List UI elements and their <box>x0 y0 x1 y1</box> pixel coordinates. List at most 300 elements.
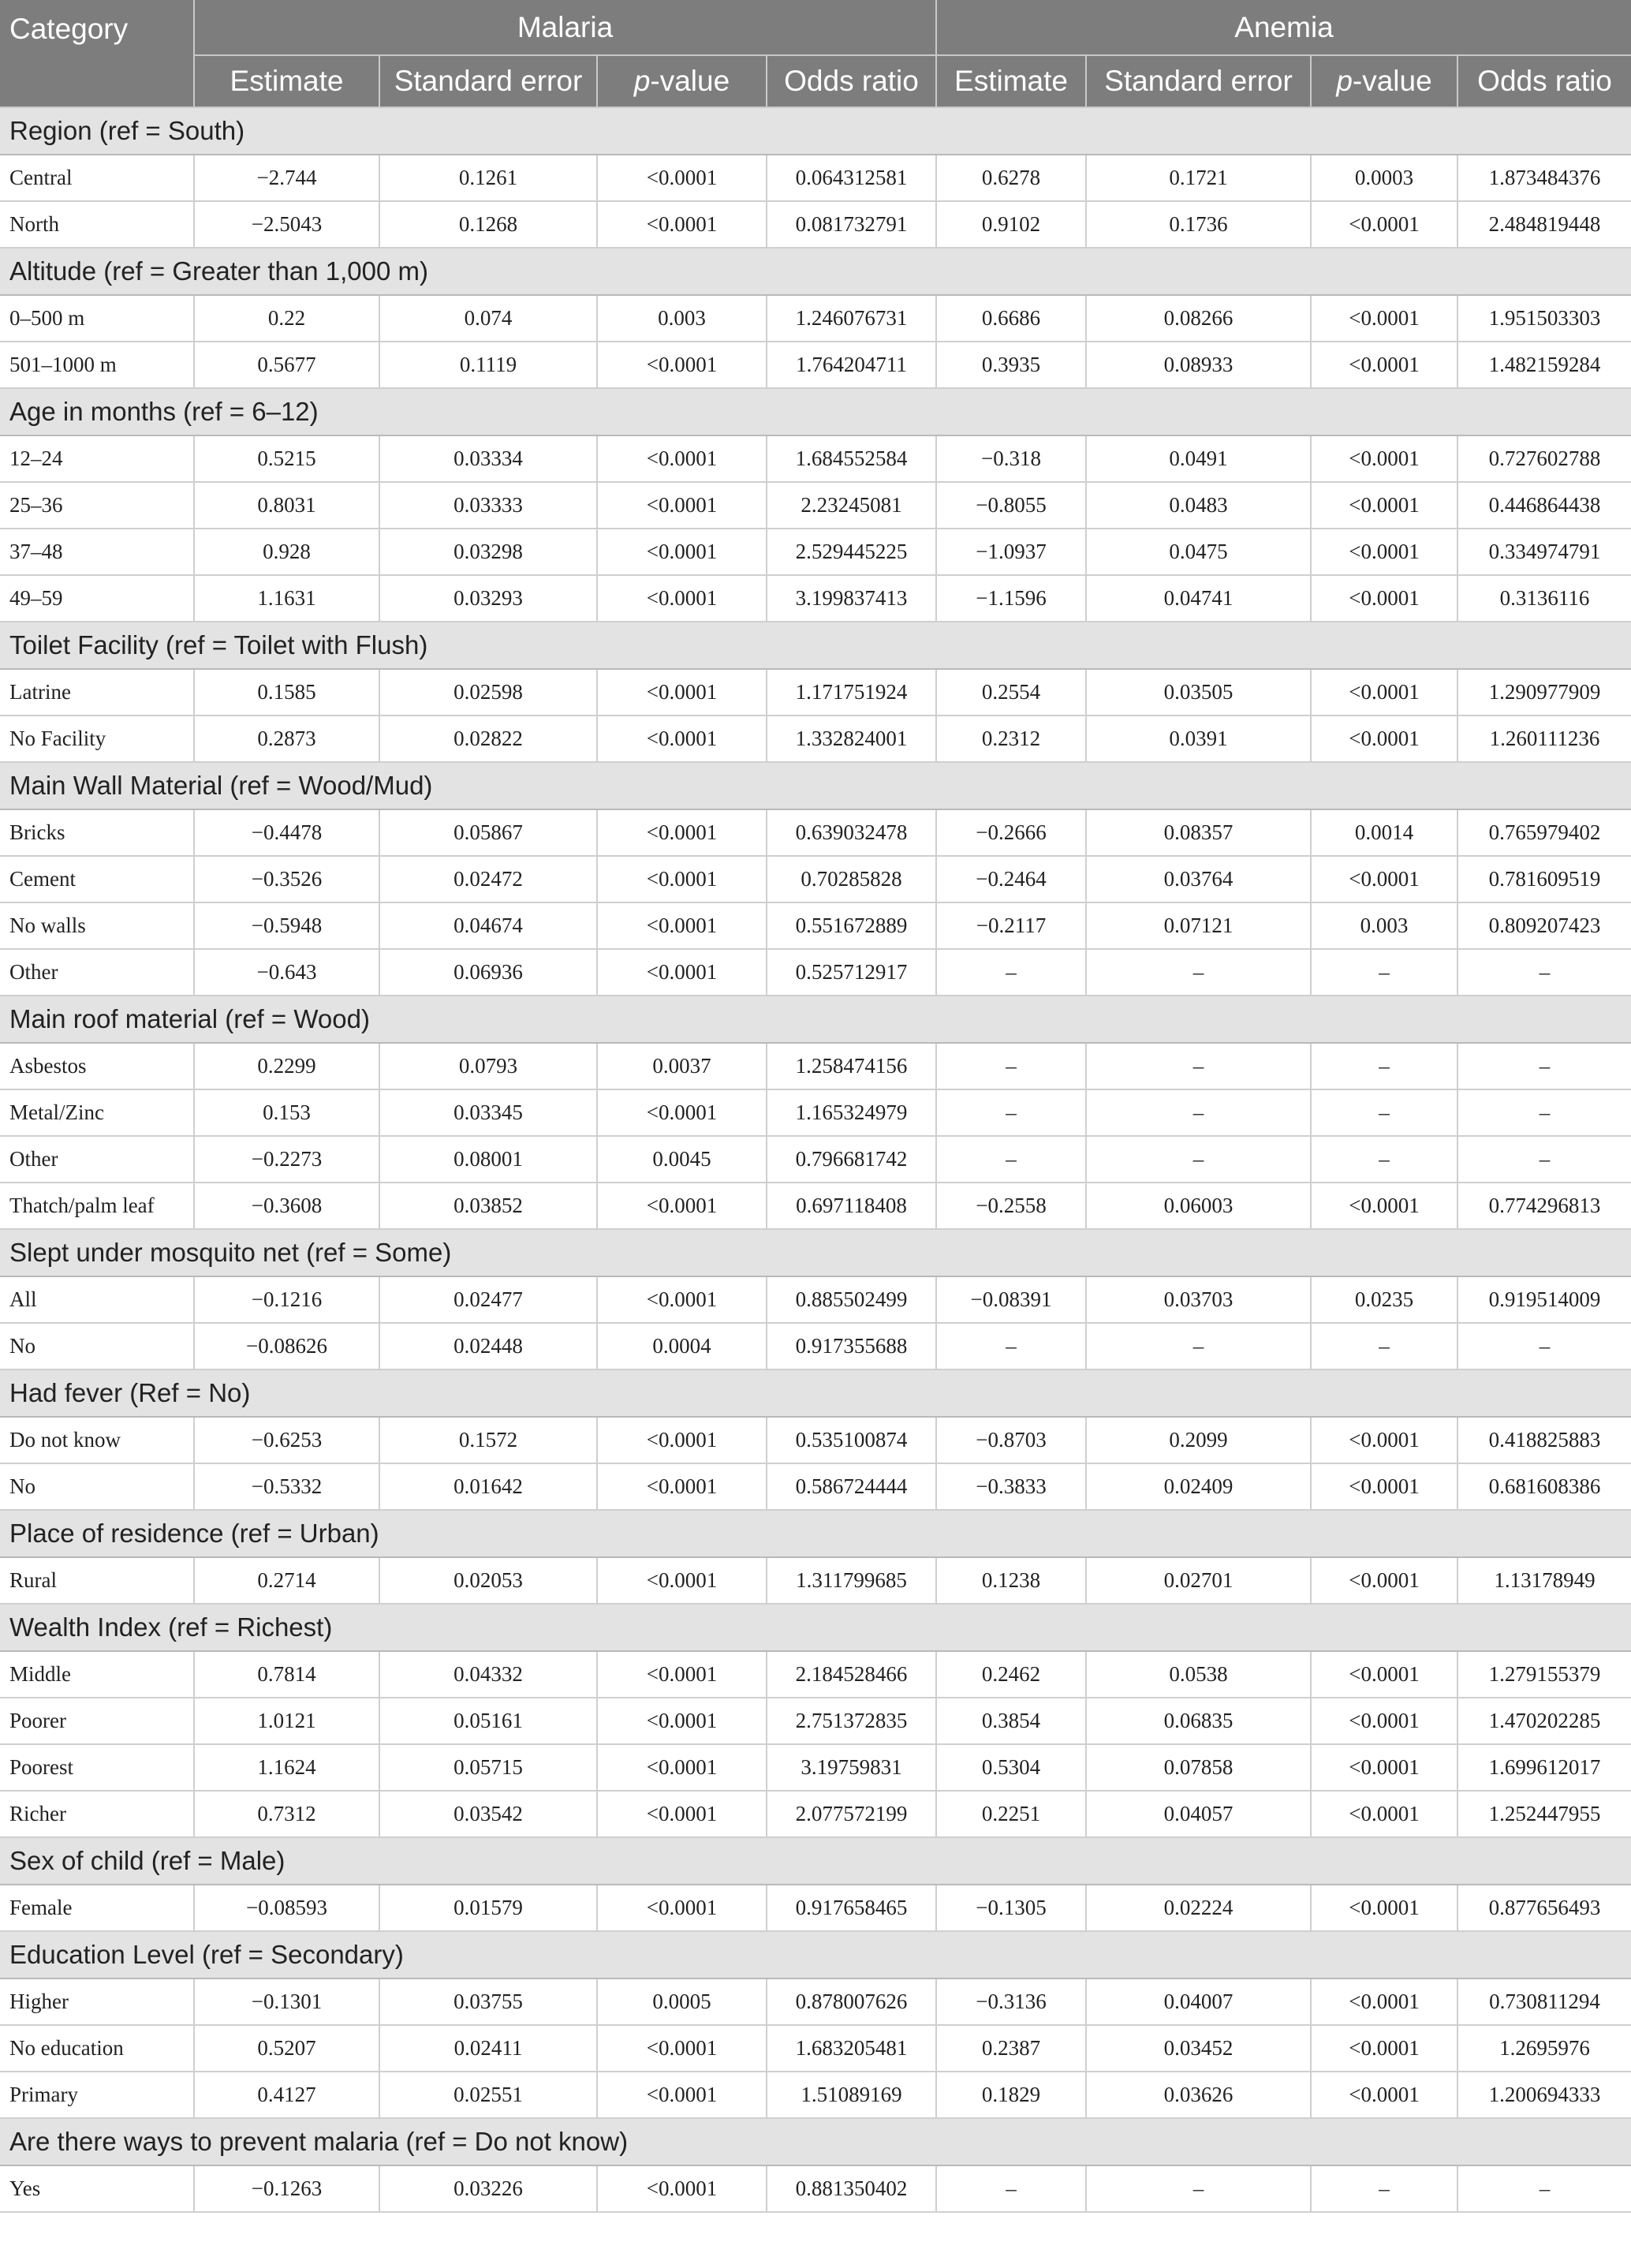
table-cell: −0.1305 <box>936 1885 1086 1931</box>
table-cell: 0.0003 <box>1311 155 1457 201</box>
table-cell: 0.3935 <box>936 342 1086 388</box>
table-cell: <0.0001 <box>1311 1463 1457 1510</box>
table-cell: 0.1261 <box>379 155 597 201</box>
table-cell: 0.02551 <box>379 2072 597 2118</box>
table-cell: 0.1268 <box>379 201 597 248</box>
table-cell: 0.1119 <box>379 342 597 388</box>
table-cell: −0.08593 <box>194 1885 379 1931</box>
table-cell: 0.153 <box>194 1089 379 1136</box>
table-cell: 0.08266 <box>1086 295 1311 342</box>
table-cell: 1.252447955 <box>1457 1791 1631 1837</box>
table-cell: 2.23245081 <box>767 482 936 529</box>
table-cell: – <box>1086 1089 1311 1136</box>
table-cell: 2.184528466 <box>767 1651 936 1698</box>
table-cell: 0.01642 <box>379 1463 597 1510</box>
table-cell: <0.0001 <box>597 1183 767 1229</box>
table-cell: 0.02053 <box>379 1557 597 1604</box>
table-row <box>0 342 1631 388</box>
table-cell: 0.03226 <box>379 2165 597 2212</box>
table-cell: 1.1631 <box>194 575 379 622</box>
table-cell: 1.951503303 <box>1457 295 1631 342</box>
table-cell: 1.246076731 <box>767 295 936 342</box>
subheader-row <box>0 55 1631 107</box>
column-header <box>1311 55 1457 107</box>
table-cell: 0.003 <box>597 295 767 342</box>
table-cell: 0.0391 <box>1086 716 1311 762</box>
row-label: Other <box>0 1136 194 1183</box>
table-cell: 0.917355688 <box>767 1323 936 1369</box>
table-cell: −0.2117 <box>936 902 1086 949</box>
category-header: Category <box>0 0 194 107</box>
table-cell: 0.04674 <box>379 902 597 949</box>
row-label: 25–36 <box>0 482 194 529</box>
table-row <box>0 529 1631 575</box>
column-header <box>597 55 767 107</box>
section-title: Altitude (ref = Greater than 1,000 m) <box>0 248 1631 295</box>
table-cell: −0.6253 <box>194 1417 379 1463</box>
section-title: Wealth Index (ref = Richest) <box>0 1604 1631 1651</box>
table-cell: – <box>936 1136 1086 1183</box>
section-header-row <box>0 2118 1631 2165</box>
table-row <box>0 1417 1631 1463</box>
table-cell: – <box>1311 1136 1457 1183</box>
table-cell: <0.0001 <box>1311 856 1457 902</box>
table-cell: 0.03293 <box>379 575 597 622</box>
table-cell: 0.5215 <box>194 435 379 482</box>
table-cell: 2.529445225 <box>767 529 936 575</box>
table-cell: 0.03703 <box>1086 1276 1311 1323</box>
section-title: Had fever (Ref = No) <box>0 1369 1631 1417</box>
table-row <box>0 482 1631 529</box>
table-cell: – <box>936 1089 1086 1136</box>
table-cell: – <box>1457 1043 1631 1089</box>
row-label: No education <box>0 2025 194 2072</box>
table-cell: −2.5043 <box>194 201 379 248</box>
table-cell: 0.03345 <box>379 1089 597 1136</box>
table-cell: – <box>936 2165 1086 2212</box>
row-label: Primary <box>0 2072 194 2118</box>
table-cell: <0.0001 <box>597 1651 767 1698</box>
column-header: Odds ratio <box>1457 55 1631 107</box>
table-cell: −0.08626 <box>194 1323 379 1369</box>
section-title: Toilet Facility (ref = Toilet with Flush) <box>0 622 1631 669</box>
row-label: No <box>0 1323 194 1369</box>
table-cell: 0.781609519 <box>1457 856 1631 902</box>
table-cell: −0.2558 <box>936 1183 1086 1229</box>
table-cell: <0.0001 <box>1311 1183 1457 1229</box>
table-cell: <0.0001 <box>1311 529 1457 575</box>
table-cell: <0.0001 <box>597 1744 767 1791</box>
table-cell: <0.0001 <box>597 529 767 575</box>
table-row <box>0 1276 1631 1323</box>
section-title: Slept under mosquito net (ref = Some) <box>0 1229 1631 1276</box>
table-cell: 0.081732791 <box>767 201 936 248</box>
table-cell: <0.0001 <box>597 1276 767 1323</box>
table-cell: 0.4127 <box>194 2072 379 2118</box>
table-cell: – <box>1086 1136 1311 1183</box>
table-cell: <0.0001 <box>1311 482 1457 529</box>
table-cell: 1.873484376 <box>1457 155 1631 201</box>
table-cell: <0.0001 <box>1311 2072 1457 2118</box>
row-label: Richer <box>0 1791 194 1837</box>
table-cell: 0.2312 <box>936 716 1086 762</box>
column-header: Standard error <box>1086 55 1311 107</box>
table-cell: 0.03452 <box>1086 2025 1311 2072</box>
table-cell: 0.06936 <box>379 949 597 996</box>
table-cell: 0.05715 <box>379 1744 597 1791</box>
table-cell: 2.077572199 <box>767 1791 936 1837</box>
table-cell: −0.3833 <box>936 1463 1086 1510</box>
table-cell: – <box>1311 949 1457 996</box>
row-label: No Facility <box>0 716 194 762</box>
table-cell: 1.1624 <box>194 1744 379 1791</box>
section-header-row <box>0 248 1631 295</box>
table-cell: 0.1572 <box>379 1417 597 1463</box>
table-cell: 0.2099 <box>1086 1417 1311 1463</box>
table-cell: <0.0001 <box>597 1463 767 1510</box>
table-cell: 0.02477 <box>379 1276 597 1323</box>
table-cell: 0.2873 <box>194 716 379 762</box>
table-row <box>0 295 1631 342</box>
table-cell: 0.2554 <box>936 669 1086 716</box>
table-cell: – <box>1457 1089 1631 1136</box>
table-cell: 0.0235 <box>1311 1276 1457 1323</box>
table-cell: – <box>1086 2165 1311 2212</box>
table-cell: 0.03626 <box>1086 2072 1311 2118</box>
row-label: Female <box>0 1885 194 1931</box>
section-header-row <box>0 622 1631 669</box>
row-label: 0–500 m <box>0 295 194 342</box>
table-cell: <0.0001 <box>1311 1417 1457 1463</box>
table-cell: 1.260111236 <box>1457 716 1631 762</box>
anemia-group-header: Anemia <box>936 0 1631 55</box>
table-cell: 0.0037 <box>597 1043 767 1089</box>
table-cell: 0.727602788 <box>1457 435 1631 482</box>
table-cell: <0.0001 <box>597 482 767 529</box>
column-header-suffix: -value <box>650 65 730 97</box>
table-row <box>0 155 1631 201</box>
table-row <box>0 1978 1631 2025</box>
table-cell: 0.03298 <box>379 529 597 575</box>
table-header <box>0 0 1631 107</box>
table-cell: 1.13178949 <box>1457 1557 1631 1604</box>
table-cell: 0.730811294 <box>1457 1978 1631 2025</box>
table-cell: <0.0001 <box>597 575 767 622</box>
table-row <box>0 1885 1631 1931</box>
section-header-row <box>0 1229 1631 1276</box>
table-cell: 0.1721 <box>1086 155 1311 201</box>
table-cell: 0.02409 <box>1086 1463 1311 1510</box>
table-cell: 0.03505 <box>1086 669 1311 716</box>
table-cell: <0.0001 <box>597 155 767 201</box>
table-row <box>0 1136 1631 1183</box>
table-body <box>0 107 1631 2212</box>
table-row <box>0 575 1631 622</box>
table-row <box>0 902 1631 949</box>
table-row <box>0 1089 1631 1136</box>
table-cell: 0.2462 <box>936 1651 1086 1698</box>
table-cell: 0.074 <box>379 295 597 342</box>
row-label: Asbestos <box>0 1043 194 1089</box>
table-cell: <0.0001 <box>597 201 767 248</box>
table-cell: 0.551672889 <box>767 902 936 949</box>
table-cell: 0.878007626 <box>767 1978 936 2025</box>
table-cell: 0.2387 <box>936 2025 1086 2072</box>
table-cell: 0.02448 <box>379 1323 597 1369</box>
table-cell: <0.0001 <box>1311 716 1457 762</box>
table-row <box>0 1744 1631 1791</box>
table-cell: <0.0001 <box>1311 1651 1457 1698</box>
table-cell: 0.0004 <box>597 1323 767 1369</box>
table-cell: <0.0001 <box>1311 1698 1457 1744</box>
table-cell: 0.5304 <box>936 1744 1086 1791</box>
table-cell: 1.165324979 <box>767 1089 936 1136</box>
table-cell: 1.470202285 <box>1457 1698 1631 1744</box>
table-cell: 0.681608386 <box>1457 1463 1631 1510</box>
row-label: 12–24 <box>0 435 194 482</box>
table-cell: 0.0538 <box>1086 1651 1311 1698</box>
table-cell: <0.0001 <box>597 435 767 482</box>
table-cell: <0.0001 <box>597 1089 767 1136</box>
table-cell: 0.5677 <box>194 342 379 388</box>
row-label: Cement <box>0 856 194 902</box>
table-cell: 2.751372835 <box>767 1698 936 1744</box>
table-cell: 0.03755 <box>379 1978 597 2025</box>
table-cell: 0.446864438 <box>1457 482 1631 529</box>
table-cell: <0.0001 <box>1311 342 1457 388</box>
row-label: No walls <box>0 902 194 949</box>
table-cell: 0.0475 <box>1086 529 1311 575</box>
table-row <box>0 201 1631 248</box>
table-cell: 0.04332 <box>379 1651 597 1698</box>
table-cell: <0.0001 <box>1311 669 1457 716</box>
table-cell: <0.0001 <box>597 949 767 996</box>
table-cell: <0.0001 <box>1311 1557 1457 1604</box>
table-cell: <0.0001 <box>1311 201 1457 248</box>
table-cell: −2.744 <box>194 155 379 201</box>
table-cell: 0.7312 <box>194 1791 379 1837</box>
table-cell: 0.04007 <box>1086 1978 1311 2025</box>
table-row <box>0 669 1631 716</box>
table-cell: 0.05161 <box>379 1698 597 1744</box>
table-cell: 1.699612017 <box>1457 1744 1631 1791</box>
table-cell: 0.064312581 <box>767 155 936 201</box>
table-cell: 1.200694333 <box>1457 2072 1631 2118</box>
table-cell: 0.04057 <box>1086 1791 1311 1837</box>
table-cell: 0.0014 <box>1311 809 1457 856</box>
table-cell: −0.5332 <box>194 1463 379 1510</box>
table-cell: 0.07121 <box>1086 902 1311 949</box>
section-header-row <box>0 1931 1631 1978</box>
table-cell: 0.525712917 <box>767 949 936 996</box>
table-cell: −1.1596 <box>936 575 1086 622</box>
row-label: Yes <box>0 2165 194 2212</box>
table-cell: −0.8055 <box>936 482 1086 529</box>
table-cell: 1.279155379 <box>1457 1651 1631 1698</box>
table-cell: <0.0001 <box>597 2165 767 2212</box>
row-label: 37–48 <box>0 529 194 575</box>
table-cell: <0.0001 <box>1311 435 1457 482</box>
table-row <box>0 1183 1631 1229</box>
column-header: Estimate <box>936 55 1086 107</box>
table-cell: −0.1216 <box>194 1276 379 1323</box>
section-title: Are there ways to prevent malaria (ref = Do not know) <box>0 2118 1631 2165</box>
table-cell: <0.0001 <box>1311 1744 1457 1791</box>
table-cell: <0.0001 <box>597 1698 767 1744</box>
table-cell: 0.697118408 <box>767 1183 936 1229</box>
table-cell: 0.08357 <box>1086 809 1311 856</box>
row-label: Do not know <box>0 1417 194 1463</box>
table-cell: 1.764204711 <box>767 342 936 388</box>
table-row <box>0 1698 1631 1744</box>
table-cell: <0.0001 <box>597 809 767 856</box>
table-cell: <0.0001 <box>1311 1978 1457 2025</box>
table-cell: 1.2695976 <box>1457 2025 1631 2072</box>
section-title: Education Level (ref = Secondary) <box>0 1931 1631 1978</box>
table-cell: – <box>936 1043 1086 1089</box>
table-cell: −0.2666 <box>936 809 1086 856</box>
section-header-row <box>0 1369 1631 1417</box>
table-cell: 0.2299 <box>194 1043 379 1089</box>
row-label: Latrine <box>0 669 194 716</box>
table-cell: 3.199837413 <box>767 575 936 622</box>
row-label: Rural <box>0 1557 194 1604</box>
table-cell: 0.0793 <box>379 1043 597 1089</box>
table-cell: 0.774296813 <box>1457 1183 1631 1229</box>
table-cell: 0.003 <box>1311 902 1457 949</box>
section-title: Age in months (ref = 6–12) <box>0 388 1631 435</box>
table-cell: −0.08391 <box>936 1276 1086 1323</box>
table-cell: – <box>1086 949 1311 996</box>
table-cell: 0.03852 <box>379 1183 597 1229</box>
table-cell: 1.332824001 <box>767 716 936 762</box>
table-cell: 0.3136116 <box>1457 575 1631 622</box>
table-cell: 0.9102 <box>936 201 1086 248</box>
table-cell: 0.22 <box>194 295 379 342</box>
table-cell: 0.1238 <box>936 1557 1086 1604</box>
table-cell: 1.258474156 <box>767 1043 936 1089</box>
table-cell: 0.6686 <box>936 295 1086 342</box>
table-cell: 3.19759831 <box>767 1744 936 1791</box>
table-cell: 0.07858 <box>1086 1744 1311 1791</box>
table-cell: 0.7814 <box>194 1651 379 1698</box>
table-row <box>0 2072 1631 2118</box>
row-label: Poorer <box>0 1698 194 1744</box>
column-header-italic-part: p <box>633 65 651 97</box>
table-cell: 2.484819448 <box>1457 201 1631 248</box>
malaria-group-header: Malaria <box>194 0 936 55</box>
table-cell: <0.0001 <box>597 1791 767 1837</box>
table-cell: 0.917658465 <box>767 1885 936 1931</box>
table-row <box>0 435 1631 482</box>
column-header-italic-part: p <box>1336 65 1353 97</box>
section-header-row <box>0 762 1631 809</box>
table-cell: 0.765979402 <box>1457 809 1631 856</box>
table-cell: 0.2714 <box>194 1557 379 1604</box>
table-cell: 0.06003 <box>1086 1183 1311 1229</box>
table-cell: – <box>936 949 1086 996</box>
table-row <box>0 809 1631 856</box>
table-cell: – <box>1457 2165 1631 2212</box>
column-header-suffix: -value <box>1352 65 1432 97</box>
table-cell: 0.334974791 <box>1457 529 1631 575</box>
section-header-row <box>0 107 1631 155</box>
table-cell: 0.01579 <box>379 1885 597 1931</box>
table-cell: −0.3608 <box>194 1183 379 1229</box>
row-label: Poorest <box>0 1744 194 1791</box>
table-cell: 0.08001 <box>379 1136 597 1183</box>
table-row <box>0 1557 1631 1604</box>
row-label: All <box>0 1276 194 1323</box>
table-cell: 0.03764 <box>1086 856 1311 902</box>
table-cell: 0.0005 <box>597 1978 767 2025</box>
table-cell: 0.928 <box>194 529 379 575</box>
section-title: Main roof material (ref = Wood) <box>0 996 1631 1043</box>
section-header-row <box>0 1510 1631 1557</box>
table-cell: <0.0001 <box>1311 295 1457 342</box>
table-cell: −0.2273 <box>194 1136 379 1183</box>
table-cell: – <box>1311 2165 1457 2212</box>
table-cell: 1.0121 <box>194 1698 379 1744</box>
table-cell: 0.1736 <box>1086 201 1311 248</box>
table-cell: 0.0491 <box>1086 435 1311 482</box>
table-cell: <0.0001 <box>597 856 767 902</box>
table-cell: – <box>1311 1323 1457 1369</box>
section-title: Sex of child (ref = Male) <box>0 1837 1631 1885</box>
table-row <box>0 1791 1631 1837</box>
table-cell: <0.0001 <box>597 1557 767 1604</box>
table-cell: 1.51089169 <box>767 2072 936 2118</box>
table-cell: 0.08933 <box>1086 342 1311 388</box>
table-cell: 0.418825883 <box>1457 1417 1631 1463</box>
table-cell: 0.70285828 <box>767 856 936 902</box>
row-label: 501–1000 m <box>0 342 194 388</box>
table-cell: – <box>1457 1323 1631 1369</box>
row-label: Middle <box>0 1651 194 1698</box>
table-cell: 0.06835 <box>1086 1698 1311 1744</box>
table-cell: 0.796681742 <box>767 1136 936 1183</box>
table-cell: −0.5948 <box>194 902 379 949</box>
row-label: Thatch/palm leaf <box>0 1183 194 1229</box>
table-row <box>0 2165 1631 2212</box>
table-cell: 0.2251 <box>936 1791 1086 1837</box>
table-cell: −0.643 <box>194 949 379 996</box>
table-cell: <0.0001 <box>597 669 767 716</box>
row-label: 49–59 <box>0 575 194 622</box>
table-row <box>0 716 1631 762</box>
row-label: Metal/Zinc <box>0 1089 194 1136</box>
table-cell: −0.2464 <box>936 856 1086 902</box>
section-header-row <box>0 1837 1631 1885</box>
table-cell: 0.809207423 <box>1457 902 1631 949</box>
table-row <box>0 2025 1631 2072</box>
table-cell: 0.02701 <box>1086 1557 1311 1604</box>
table-row <box>0 949 1631 996</box>
table-cell: −0.4478 <box>194 809 379 856</box>
table-cell: 0.04741 <box>1086 575 1311 622</box>
table-cell: 0.03542 <box>379 1791 597 1837</box>
section-header-row <box>0 996 1631 1043</box>
table-cell: <0.0001 <box>597 1417 767 1463</box>
table-cell: <0.0001 <box>597 902 767 949</box>
table-cell: −0.1301 <box>194 1978 379 2025</box>
table-cell: 1.290977909 <box>1457 669 1631 716</box>
table-cell: <0.0001 <box>597 342 767 388</box>
column-header: Standard error <box>379 55 597 107</box>
column-header: Odds ratio <box>767 55 936 107</box>
table-cell: <0.0001 <box>1311 2025 1457 2072</box>
table-row <box>0 1323 1631 1369</box>
